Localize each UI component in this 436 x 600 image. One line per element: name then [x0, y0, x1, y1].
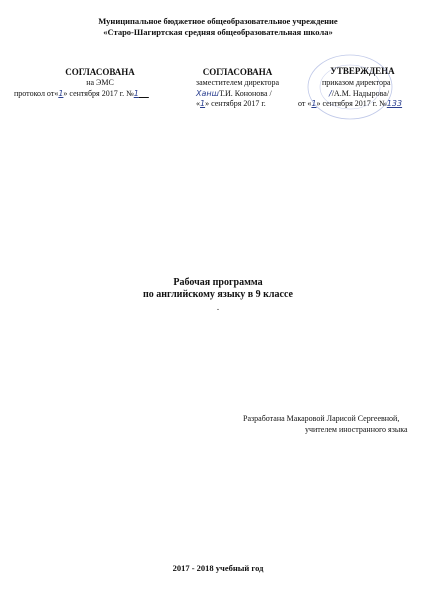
approval-col2-line1: заместителем директора	[195, 78, 280, 87]
approval-col2-title: СОГЛАСОВАНА	[202, 67, 273, 77]
approval-col3-line1: приказом директора	[322, 78, 391, 87]
signature: Ханш	[196, 89, 219, 98]
stamp-seal	[305, 52, 395, 122]
document-title: Рабочая программа	[173, 277, 263, 288]
approval-col2-date: «1» сентября 2017 г.	[196, 99, 266, 108]
approval-col2-sign: ХаншТ.И. Кононова /	[196, 89, 272, 98]
org-name-line1: Муниципальное бюджетное общеобразовательное учреждение	[98, 16, 338, 26]
author-line1: Разработана Макаровой Ларисой Сергеевной,	[243, 414, 400, 423]
title-dot: .	[216, 302, 220, 312]
author-line2: учителем иностранного языка	[305, 425, 408, 434]
document-subtitle: по английскому языку в 9 классе	[143, 289, 293, 300]
approval-col3-title: УТВЕРЖДЕНА	[330, 66, 395, 76]
approval-col1-title: СОГЛАСОВАНА	[65, 67, 135, 77]
approval-col3-date: от «1» сентября 2017 г. №133	[298, 99, 403, 108]
approval-col1-line1: на ЭМС	[86, 78, 114, 87]
approval-col3-sign: //А.М. Надырова/	[329, 89, 390, 98]
approval-col1-protocol: протокол от«1» сентября 2017 г. №1	[14, 89, 139, 98]
academic-year: 2017 - 2018 учебный год	[172, 563, 264, 573]
signature: /	[329, 89, 332, 98]
org-name-line2: «Старо-Шагиртская средняя общеобразовательная школа»	[103, 27, 333, 37]
